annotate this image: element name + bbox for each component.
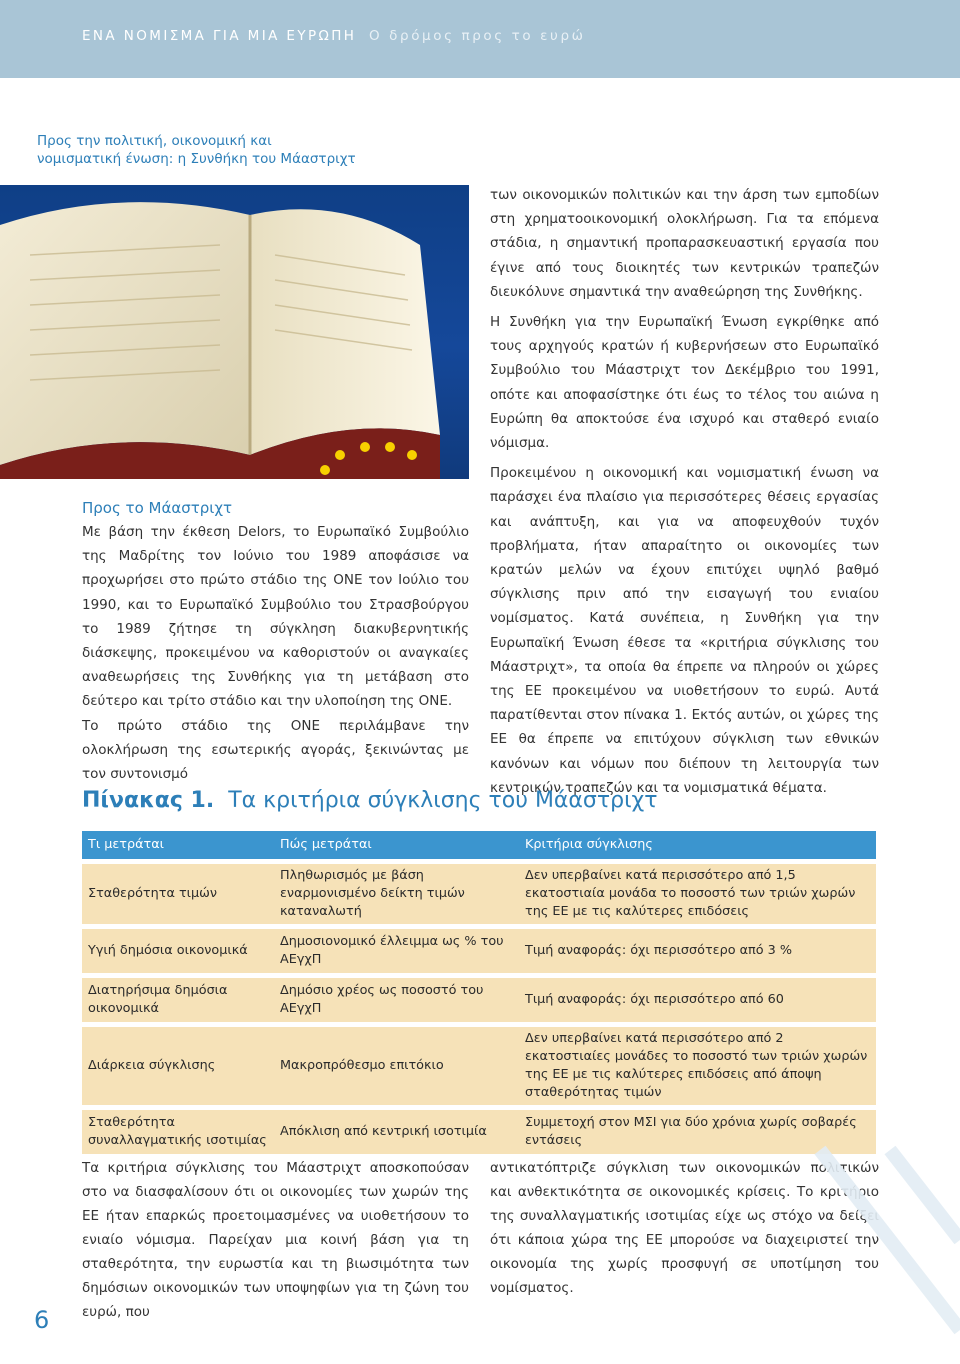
right-paragraph: των οικονομικών πολιτικών και την άρση των εμποδίων στη χρηματοοικονομική ολοκλήρωση. Για τα επόμενα στάδια, η σημαντική προπαρασκευαστική εργασία που έγινε από τους διοικητές των κεντρικών τραπεζών διευκόλυνε σημαντικά την αναθεώρηση της Συνθήκης. — [490, 187, 879, 300]
table-cell: Υγιή δημόσια οικονομικά — [82, 929, 274, 973]
table-cell: Δεν υπερβαίνει κατά περισσότερο από 2 εκατοστιαίες μονάδες το ποσοστό των τριών χωρών της ΕΕ με τις καλύτερες επιδόσεις από άποψη σταθερότητας τιμών — [519, 1027, 876, 1105]
table-header-cell: Τι μετράται — [82, 831, 274, 859]
table-cell: Τιμή αναφοράς: όχι περισσότερο από 60 — [519, 978, 876, 1022]
header-bar — [0, 0, 960, 78]
table-caption — [82, 786, 657, 816]
table-header-cell: Κριτήρια σύγκλισης — [519, 831, 876, 859]
table-cell: Σταθερότητα συναλλαγματικής ισοτιμίας — [82, 1110, 274, 1154]
table-title: Τα κριτήρια σύγκλισης του Μάαστριχτ — [228, 788, 658, 813]
table-row — [82, 1110, 876, 1154]
table-cell: Συμμετοχή στον ΜΣΙ για δύο χρόνια χωρίς σοβαρές εντάσεις — [519, 1110, 876, 1154]
table-cell: Τιμή αναφοράς: όχι περισσότερο από 3 % — [519, 929, 876, 973]
table-cell: Δημόσιο χρέος ως ποσοστό του ΑΕγχΠ — [274, 978, 519, 1022]
table-cell: Διάρκεια σύγκλισης — [82, 1027, 274, 1105]
convergence-criteria-table — [82, 831, 876, 1154]
table-cell: Πληθωρισμός με βάση εναρμονισμένο δείκτη τιμών καταναλωτή — [274, 864, 519, 924]
table-cell: Δεν υπερβαίνει κατά περισσότερο από 1,5 εκατοστιαία μονάδα το ποσοστό των τριών χωρών της ΕΕ με τις καλύτερες επιδόσεις — [519, 864, 876, 924]
section-heading: Προς την πολιτική, οικονομική και νομισματική ένωση: η Συνθήκη του Μάαστριχτ — [37, 133, 356, 167]
header-subtitle: Ο δρόμος προς το ευρώ — [369, 28, 586, 44]
box-maastricht — [82, 498, 469, 786]
table-cell: Δημοσιονομικό έλλειμμα ως % του ΑΕγχΠ — [274, 929, 519, 973]
open-book-illustration — [0, 185, 469, 479]
box-paragraph: Το πρώτο στάδιο της ΟΝΕ περιλάμβανε την ολοκλήρωση της εσωτερικής αγοράς, ξεκινώντας με τον συντονισμό — [82, 717, 469, 783]
right-paragraph: Προκειμένου η οικονομική και νομισματική ένωση να παράσχει ένα πλαίσιο για περισσότερες θέσεις εργασίας και ανάπτυξη, και για να αποφευχθούν τυχόν προβλήματα, ήταν απαραίτητο οι οικονομίες των κρατών μελών να έχουν επιτύχει υψηλό βαθμό σύγκλισης πριν από την εισαγωγή του ενιαίου νομίσματος. Κατά συνέπεια, η Συνθήκη για την Ευρωπαϊκή Ένωση έθεσε τα «κριτήρια σύγκλισης του Μάαστριχτ», τα οποία θα έπρεπε να πληρούν οι χώρες της ΕΕ προκειμένου να υιοθετήσουν το ευρώ. Αυτά παρατίθενται στον πίνακα 1. Εκτός αυτών, οι χώρες της ΕΕ θα έπρεπε να επιτύχουν σύγκλιση των εθνικών κανόνων και νόμων που διέπουν τη λειτουργία των κεντρικών τραπεζών και τα νομισματικά θέματα. — [490, 465, 879, 796]
decorative-slashes — [560, 1150, 960, 1364]
table-header-cell: Πώς μετράται — [274, 831, 519, 859]
page-number: 6 — [34, 1306, 50, 1334]
table-cell: Διατηρήσιμα δημόσια οικονομικά — [82, 978, 274, 1022]
table-row — [82, 929, 876, 973]
right-column — [490, 183, 879, 806]
table-cell: Σταθερότητα τιμών — [82, 864, 274, 924]
table-cell: Απόκλιση από κεντρική ισοτιμία — [274, 1110, 519, 1154]
bottom-right-paragraph: αντικατόπτριζε σύγκλιση των οικονομικών πολιτικών και ανθεκτικότητα σε οικονομικές κρίσεις. Το κριτήριο της συναλλαγματικής ισοτιμίας είχε ως στόχο να δείξει ότι κάποια χώρα της ΕΕ μπορούσε να διαχειριστεί την οικονομία της χωρίς προσφυγή σε υποτίμηση του νομίσματος. — [490, 1160, 879, 1296]
box-paragraph: Με βάση την έκθεση Delors, το Ευρωπαϊκό Συμβούλιο της Μαδρίτης τον Ιούνιο του 1989 αποφάσισε να προχωρήσει στο πρώτο στάδιο της ΟΝΕ τον Ιούλιο του 1990, και το Ευρωπαϊκό Συμβούλιο του Στρασβούργου το 1989 ζήτησε τη σύγκληση διακυβερνητικής διάσκεψης, προκειμένου να καθοριστούν οι αναγκαίες αναθεωρήσεις της Συνθήκης για τη μετάβαση στο δεύτερο και τρίτο στάδιο και την υλοποίηση της ΟΝΕ. — [82, 524, 469, 710]
table-cell: Μακροπρόθεσμο επιτόκιο — [274, 1027, 519, 1105]
table-row — [82, 978, 876, 1022]
table-row — [82, 1027, 876, 1105]
box-heading: Προς το Μάαστριχτ — [82, 499, 233, 517]
photo-credit: © Ευρωπαϊκή Ένωση — [441, 530, 454, 647]
right-paragraph: Η Συνθήκη για την Ευρωπαϊκή Ένωση εγκρίθηκε από τους αρχηγούς κρατών ή κυβερνήσεων στο Ευρωπαϊκό Συμβούλιο του Μάαστριχτ τον Δεκέμβριο του 1991, οπότε και αποφασίστηκε ότι έως το τέλος του αιώνα η Ευρώπη θα αποκτούσε ένα ισχυρό και σταθερό ενιαίο νόμισμα. — [490, 314, 879, 452]
table-row — [82, 864, 876, 924]
bottom-left-paragraph: Τα κριτήρια σύγκλισης του Μάαστριχτ αποσκοπούσαν στο να διασφαλίσουν ότι οι οικονομίες των χωρών της ΕΕ ήταν επαρκώς προετοιμασμένες να υιοθετήσουν το ενιαίο νόμισμα. Παρείχαν μια κοινή βάση για τη σταθερότητα, την ευρωστία και τη βιωσιμότητα των δημόσιων οικονομικών των υποψηφίων για τη ζώνη του ευρώ, που — [82, 1160, 469, 1320]
table-header-row — [82, 831, 876, 859]
table-number: Πίνακας 1. — [82, 788, 215, 813]
header-title-line — [82, 28, 586, 44]
header-title: ΕΝΑ ΝΟΜΙΣΜΑ ΓΙΑ ΜΙΑ ΕΥΡΩΠΗ — [82, 28, 357, 44]
